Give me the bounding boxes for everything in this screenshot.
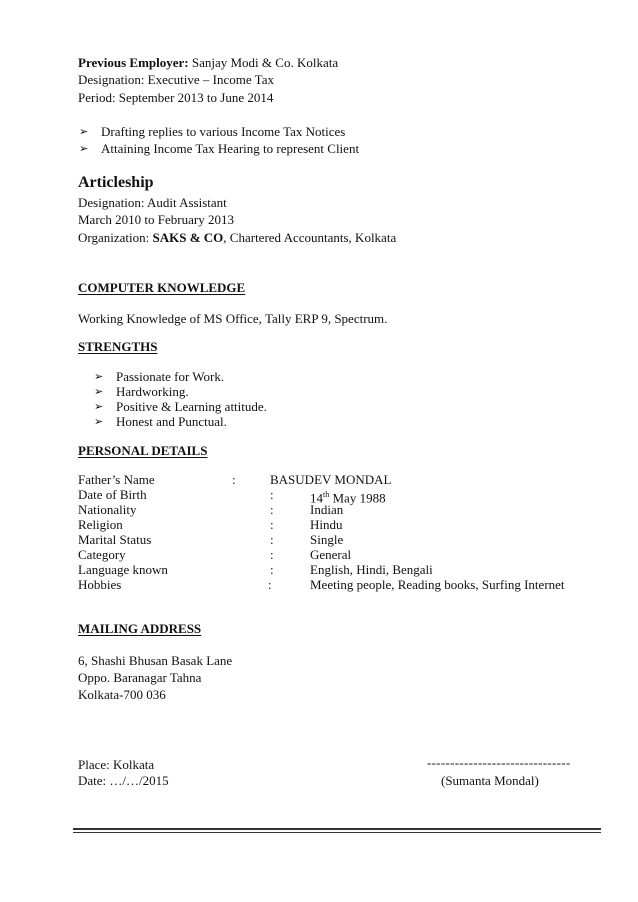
strength-item-1: ➢ Passionate for Work. (116, 369, 224, 384)
footer-date: Date: …/…/2015 (78, 773, 169, 788)
computer-text: Working Knowledge of MS Office, Tally ERP 9, Spectrum. (78, 311, 388, 326)
mailing-line-1: 6, Shashi Bhusan Basak Lane (78, 653, 233, 668)
org-name: SAKS & CO (152, 230, 224, 245)
strength-item-4: ➢ Honest and Punctual. (116, 414, 227, 429)
employer-designation: Designation: Executive – Income Tax (78, 72, 274, 87)
employer-line (78, 55, 338, 70)
personal-sep: : (270, 547, 274, 562)
articleship-period: March 2010 to February 2013 (78, 212, 234, 227)
org-rest: , Chartered Accountants, Kolkata (223, 230, 397, 245)
employer-label: Previous Employer: (78, 55, 189, 70)
signature-line: ------------------------------- (427, 755, 571, 770)
personal-label-dob: Date of Birth (78, 487, 147, 502)
personal-value-language: English, Hindi, Bengali (310, 562, 433, 577)
strength-item-3: ➢ Positive & Learning attitude. (116, 399, 267, 414)
personal-sep: : (270, 502, 274, 517)
mailing-line-3: Kolkata-700 036 (78, 687, 166, 702)
footer-divider-thin (73, 832, 601, 833)
employer-name: Sanjay Modi & Co. Kolkata (191, 55, 339, 70)
personal-value-marital: Single (310, 532, 344, 547)
articleship-title: Articleship (78, 174, 154, 191)
personal-sep: : (270, 562, 274, 577)
personal-sep: : (268, 577, 272, 592)
articleship-designation: Designation: Audit Assistant (78, 195, 227, 210)
personal-sep: : (270, 487, 274, 502)
personal-sep: : (270, 532, 274, 547)
dob-day: 14 (310, 490, 323, 506)
footer-place: Place: Kolkata (78, 757, 155, 772)
personal-label-hobbies: Hobbies (78, 577, 122, 592)
strength-item-2: ➢ Hardworking. (116, 384, 189, 399)
employer-bullet-2: ➢ Attaining Income Tax Hearing to represent Client (101, 141, 359, 156)
footer-divider (73, 828, 601, 830)
personal-value-father: BASUDEV MONDAL (270, 472, 392, 487)
dob-rest: May 1988 (329, 490, 386, 506)
personal-heading: PERSONAL DETAILS (78, 443, 208, 458)
dob-suffix: th (323, 490, 330, 499)
org-label: Organization: (78, 230, 150, 245)
computer-heading: COMPUTER KNOWLEDGE (78, 280, 246, 295)
articleship-organization (78, 230, 396, 245)
personal-value-category: General (310, 547, 352, 562)
signature-name: (Sumanta Mondal) (441, 773, 539, 788)
personal-label-father: Father’s Name (78, 472, 155, 487)
employer-period: Period: September 2013 to June 2014 (78, 90, 274, 105)
personal-label-religion: Religion (78, 517, 123, 532)
personal-label-nationality: Nationality (78, 502, 137, 517)
mailing-heading: MAILING ADDRESS (78, 621, 202, 636)
personal-label-language: Language known (78, 562, 168, 577)
personal-sep: : (232, 472, 236, 487)
strengths-heading: STRENGTHS (78, 339, 158, 354)
personal-label-marital: Marital Status (78, 532, 152, 547)
employer-bullet-1: ➢ Drafting replies to various Income Tax Notices (101, 124, 345, 139)
personal-label-category: Category (78, 547, 126, 562)
mailing-line-2: Oppo. Baranagar Tahna (78, 670, 202, 685)
personal-value-nationality: Indian (310, 502, 344, 517)
personal-value-religion: Hindu (310, 517, 343, 532)
personal-sep: : (270, 517, 274, 532)
personal-value-hobbies: Meeting people, Reading books, Surfing Internet (310, 577, 565, 592)
